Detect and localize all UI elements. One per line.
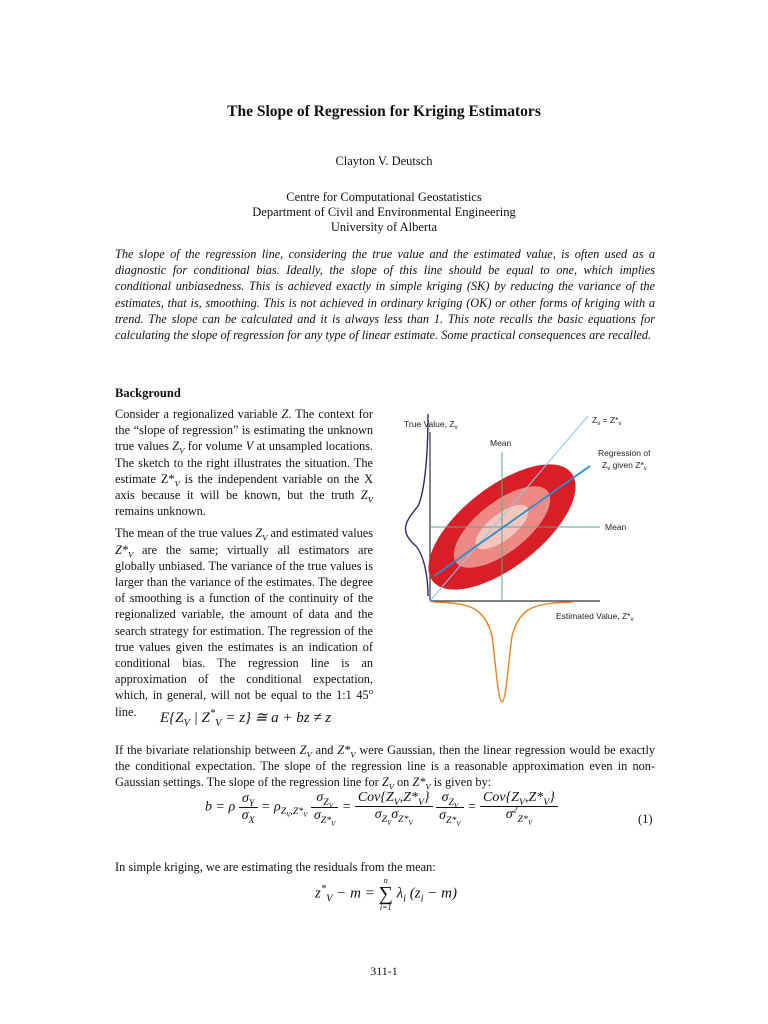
affiliation-line-2: Department of Civil and Environmental Engineering	[252, 205, 516, 219]
mean-top-label: Mean	[490, 438, 512, 448]
x-axis-label: Estimated Value, $Z*_v$	[556, 611, 634, 623]
section-heading-background: Background	[115, 386, 181, 400]
paragraph-2: The mean of the true values $Z_V$ and estimated values $Z*_V$ are the same; virtually all estimators are globally unbiased. The variance of the true values is larger than the variance of the estimates. The degree of smoothing is a function of the continuity of the regionalized variable, the amount of data and the search strategy for estimation. The regression of the true values given the estimates is an indication of conditional bias. The regression line is an approximation of the conditional expectation, which, in general, will not be equal to the 1:1 45$^o$ line.	[115, 526, 373, 719]
conditional-expectation-equation: $E\{Z_V$ | $Z^*_V = z$} ≅ a + bz ≠ z	[160, 708, 332, 729]
affiliation-line-1: Centre for Computational Geostatistics	[286, 190, 482, 204]
slope-equation: b = ρ $\frac{\sigma_Y}{\sigma_X}$ = $\rho_{Z_V,Z*_V}$ $\frac{\sigma_{Z_V}}{\sigma_{Z*_V}}$ = $\frac{Cov\{Z_V,Z*_V\}}{\sigma_{Z_V}\sigma_{Z*_V}}$ $\frac{\sigma_{Z_V}}{\sigma_{Z*_V}}$ = $\frac{Cov\{Z_V,Z*_V\}}{\sigma^2_{Z*_V}}$	[205, 790, 558, 825]
background-column	[115, 406, 373, 720]
equation-number: (1)	[638, 812, 653, 826]
summation-symbol: n ∑ i=1	[378, 876, 393, 912]
sigma-ratio-z: $\frac{\sigma_{Z_V}}{\sigma_{Z*_V}}$	[311, 790, 338, 825]
true-value-distribution	[405, 414, 428, 596]
mean-right-label: Mean	[605, 522, 627, 532]
abstract: The slope of the regression line, considering the true value and the estimated value, is often used as a diagnostic for conditional bias. Ideally, the slope of this line should be equal to one, which implies conditional unbiasedness. This is achieved exactly in simple kriging (SK) by reducing the variance of the estimates, that is, smoothing. This is not achieved in ordinary kriging (OK) or other forms of kriging with a trend. The slope can be calculated and it is always less than 1. This note recalls the basic equations for calculating the slope of regression for any type of linear estimate. Some practical consequences are recalled.	[115, 247, 655, 343]
paragraph-3: If the bivariate relationship between $Z_V$ and $Z*_V$ were Gaussian, then the linear regression would be exactly the conditional expectation. The slope of the regression line is a reasonable approximation even in non-Gaussian settings. The slope of the regression line for $Z_V$ on $Z*_V$ is given by:	[115, 743, 656, 792]
author: Clayton V. Deutsch	[335, 154, 433, 168]
affiliation-line-3: University of Alberta	[330, 220, 438, 234]
page-number: 311-1	[370, 964, 398, 978]
paragraph-4: In simple kriging, we are estimating the residuals from the mean:	[115, 860, 436, 874]
estimate-distribution	[434, 602, 573, 702]
affiliation	[0, 190, 768, 235]
regression-label-line-1: Regression of	[598, 448, 650, 458]
sigma-ratio: $\frac{\sigma_Y}{\sigma_X}$	[239, 791, 258, 824]
identity-line-label: $Z_v = Z*_v$	[592, 415, 622, 427]
regression-sketch	[388, 406, 650, 706]
sigma-ratio-z-2: $\frac{\sigma_{Z_V}}{\sigma_{Z*_V}}$	[436, 790, 463, 825]
y-axis-label: True Value, $Z_v$	[404, 419, 458, 431]
regression-label-line-2: $Z_v$ given $Z*_v$	[602, 460, 647, 472]
simple-kriging-equation: $z^*_V - m$ = n ∑ i=1 $\lambda_i$ $(z_i - m)$	[315, 876, 457, 912]
paper-title: The Slope of Regression for Kriging Estimators	[227, 103, 541, 120]
cov-fraction: $\frac{Cov\{Z_V,Z*_V\}}{\sigma_{Z_V}\sigma_{Z*_V}}$	[355, 790, 433, 824]
paragraph-1: Consider a regionalized variable Z. The context for the “slope of regression” is estimating the unknown true values $Z_V$ for volume V at unsampled locations. The sketch to the right illustrates the situation. The estimate $Z*_V$ is the independent variable on the X axis because it will be known, but the truth $Z_V$ remains unknown.	[115, 407, 373, 519]
cov-over-variance: $\frac{Cov\{Z_V,Z*_V\}}{\sigma^2_{Z*_V}}$	[480, 790, 558, 824]
